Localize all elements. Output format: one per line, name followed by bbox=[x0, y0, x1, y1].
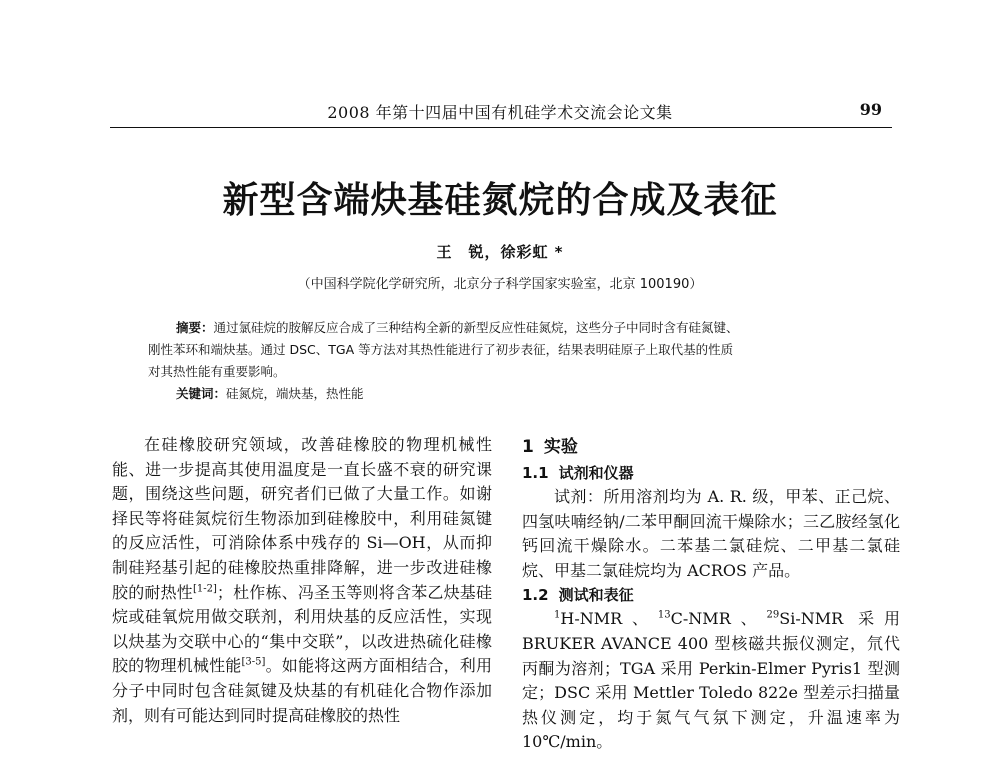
nmr-text-1: H-NMR、 bbox=[560, 609, 658, 629]
section-number: 1 bbox=[522, 437, 534, 457]
left-column bbox=[112, 433, 492, 758]
section-title: 实验 bbox=[543, 437, 578, 457]
paper-title: 新型含端炔基硅氮烷的合成及表征 bbox=[222, 179, 778, 221]
running-header bbox=[110, 100, 890, 124]
superscript-29: 29 bbox=[766, 610, 780, 622]
nmr-text-3: Si-NMR 采用 BRUKER AVANCE 400 型核磁共振仪测定，氘代丙酮为溶剂；TGA 采用 Perkin-Elmer Pyris1 型测定；DSC 采用 Mettler Toledo 822e 型差示扫描量热仪测定，均于氮气气氛下测定，升温速率为 10℃/min。 bbox=[522, 609, 900, 752]
intro-text-a: 在硅橡胶研究领域，改善硅橡胶的物理机械性能、进一步提高其使用温度是一直长盛不衰的研究课题，围绕这些问题，研究者们已做了大量工作。如谢择民等将硅氮烷衍生物添加到硅橡胶中，利用硅氮键的反应活性，可消除体系中残存的 Si—OH，从而抑制硅羟基引起的硅橡胶热重排降解，进一步改进硅橡胶的耐热性 bbox=[112, 435, 492, 602]
nmr-text-2: C-NMR、 bbox=[670, 609, 767, 629]
reagents-paragraph: 试剂：所用溶剂均为 A. R. 级，甲苯、正己烷、四氢呋喃经钠/二苯甲酮回流干燥除水；三乙胺经氢化钙回流干燥除水。二苯基二氯硅烷、二甲基二氯硅烷、甲基二氯硅烷均为 ACROS 产品。 bbox=[522, 487, 900, 580]
running-header-title: 2008 年第十四届中国有机硅学术交流会论文集 bbox=[327, 103, 673, 122]
subsection-number: 1.1 bbox=[522, 464, 549, 482]
characterization-paragraph bbox=[522, 607, 900, 755]
abstract-line-3: 对其热性能有重要影响。 bbox=[148, 364, 286, 379]
intro-text-c: 。如能将这两方面相结合，利用分子中同时包含硅氮键及炔基的有机硅化合物作添加剂，则有可能达到同时提高硅橡胶的热性 bbox=[112, 656, 492, 725]
keywords-text: 硅氮烷，端炔基，热性能 bbox=[226, 386, 364, 401]
right-column bbox=[522, 435, 900, 760]
citation-1: [1-2] bbox=[192, 583, 217, 595]
page-number: 99 bbox=[859, 100, 882, 119]
superscript-1: 1 bbox=[554, 610, 561, 622]
section-heading-experiment bbox=[522, 435, 900, 461]
header-rule bbox=[110, 127, 892, 128]
subsection-title: 测试和表征 bbox=[558, 586, 634, 605]
abstract-block bbox=[148, 317, 868, 405]
citation-2: [3-5] bbox=[241, 657, 266, 669]
author-list: 王 锐，徐彩虹 * bbox=[436, 243, 564, 261]
abstract-label: 摘要： bbox=[176, 320, 214, 335]
subsection-heading-characterization bbox=[522, 583, 900, 607]
intro-text-b: ；杜作栋、冯圣玉等则将含苯乙炔基硅烷或硅氧烷用做交联剂，利用炔基的反应活性，实现以炔基为交联中心的“集中交联”，以改进热硫化硅橡胶的物理机械性能 bbox=[112, 582, 492, 676]
affiliation: （中国科学院化学研究所，北京分子科学国家实验室，北京 100190） bbox=[297, 277, 703, 292]
subsection-title: 试剂和仪器 bbox=[558, 464, 634, 482]
superscript-13: 13 bbox=[657, 610, 671, 622]
abstract-line-1 bbox=[148, 317, 868, 339]
subsection-number: 1.2 bbox=[522, 586, 549, 605]
intro-paragraph bbox=[112, 433, 492, 728]
abstract-line-2: 刚性苯环和端炔基。通过 DSC、TGA 等方法对其热性能进行了初步表征，结果表明硅原子上取代基的性质 bbox=[148, 342, 734, 357]
keywords-line bbox=[148, 383, 868, 405]
abstract-text-1: 通过氯硅烷的胺解反应合成了三种结构全新的新型反应性硅氮烷，这些分子中同时含有硅氮键、 bbox=[213, 320, 739, 335]
subsection-heading-reagents bbox=[522, 461, 900, 485]
keywords-label: 关键词： bbox=[176, 386, 227, 401]
